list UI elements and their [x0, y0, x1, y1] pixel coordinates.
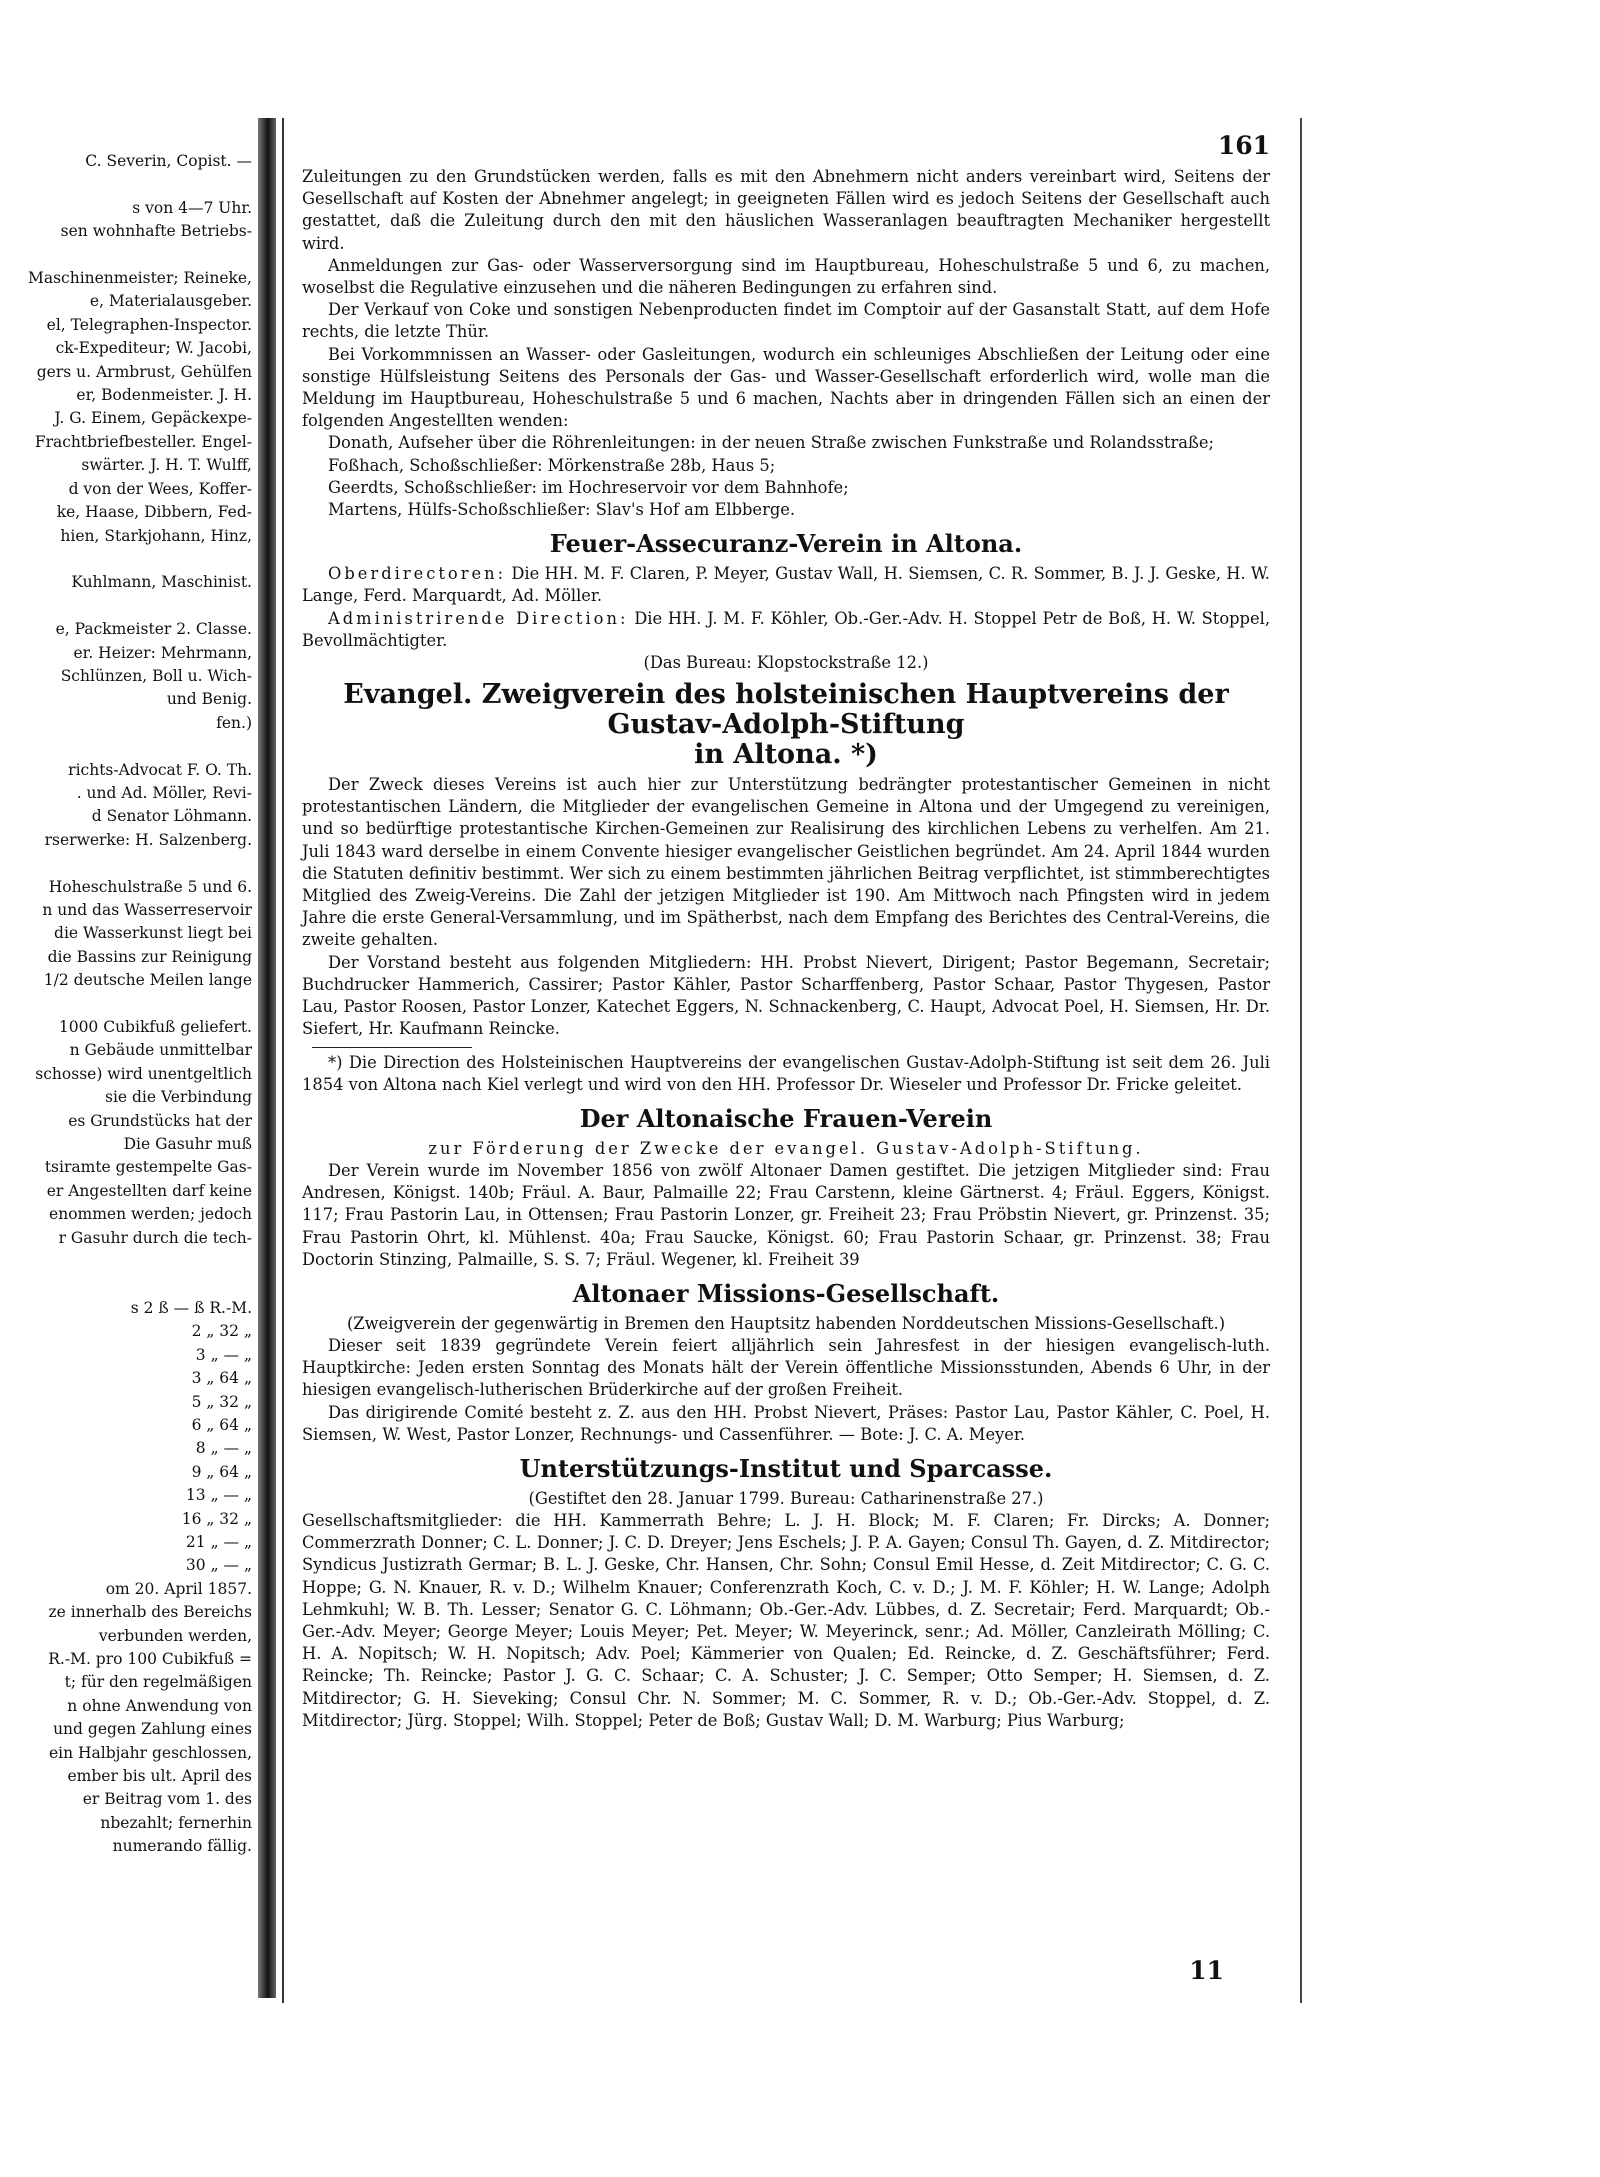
water-paragraph-4: Bei Vorkommnissen an Wasser- oder Gasleitungen, wodurch ein schleuniges Abschließen der Leitung oder eine sonstige Hülfsleistung Seitens des Personals der Gas- und Wasser-Gesellschaft erforderlich wird, wolle man die Meldung im Hauptbureau, Hoheschulstraße 5 und 6 machen, Nachts aber in dringenden Fällen sich an einen der folgenden Angestellten wenden:: [302, 344, 1270, 431]
staff-line: Martens, Hülfs-Schoßschließer: Slav's Hof am Elbberge.: [328, 500, 796, 520]
footnote-rule: [312, 1047, 472, 1048]
left-page-line: [0, 735, 252, 758]
left-page-line: 8 „ — „: [195, 1439, 252, 1458]
right-page-content: [302, 128, 1270, 1732]
left-page-line: e, Packmeister 2. Classe.: [55, 620, 252, 639]
left-page-line: und Benig.: [166, 690, 252, 709]
label-admin: Administrirende Direction:: [328, 608, 629, 628]
feuer-administration: [302, 608, 1270, 652]
left-page-line: er, Bodenmeister. J. H.: [76, 386, 252, 405]
mission-subtitle: (Zweigverein der gegenwärtig in Bremen den Hauptsitz habenden Norddeutschen Missions-Gesellschaft.): [346, 1313, 1226, 1333]
section-title-mission: Altonaer Missions-Gesellschaft.: [572, 1278, 1000, 1308]
left-page-line: n Gebäude unmittelbar: [69, 1041, 252, 1060]
gustav-title-line-1: Evangel. Zweigverein des holsteinischen Hauptvereins der Gustav-Adolph-Stiftung: [343, 679, 1229, 741]
left-page-line: 6 „ 64 „: [191, 1415, 252, 1434]
left-page-line: e, Materialausgeber.: [89, 292, 252, 311]
left-page-line: die Bassins zur Reinigung: [47, 947, 252, 966]
section-title-frauen: Der Altonaische Frauen-Verein: [579, 1103, 993, 1133]
left-page-line: es Grundstücks hat der: [68, 1111, 252, 1130]
left-page-line: ck-Expediteur; W. Jacobi,: [55, 339, 252, 358]
left-page-line: er. Heizer: Mehrmann,: [73, 643, 252, 662]
left-page-line: Kuhlmann, Maschinist.: [71, 573, 252, 592]
left-page-line: er Angestellten darf keine: [46, 1181, 252, 1200]
section-title-gustav: [302, 680, 1270, 770]
left-page-line: numerando fällig.: [112, 1837, 252, 1856]
left-page-line: [0, 173, 252, 196]
page-number: 161: [1217, 131, 1270, 160]
sparcasse-text: Gesellschaftsmitglieder: die HH. Kammerrath Behre; L. J. H. Block; M. F. Claren; Fr. Dircks; A. Donner; Commerzrath Donner; C. L. Donner; J. C. D. Dreyer; Jens Eschels; J. P. A. Gayen; Consul Th. Gayen, d. Z. Mitdirector; Syndicus Justizrath Germar; B. L. J. Geske, Chr. Hansen, Chr. Sohn; Consul Emil Hesse, d. Zeit Mitdirector; C. G. C. Hoppe; G. N. Knauer, R. v. D.; Wilhelm Knauer; Conferenzrath Koch, C. v. D.; J. M. F. Köhler; H. W. Lange; Adolph Lehmkuhl; W. B. Th. Lesser; Senator G. C. Löhmann; Ob.-Ger.-Adv. Lübbes, d. Z. Secretair; Ferd. Marquardt; Ob.-Ger.-Adv. Meyer; George Meyer; Louis Meyer; Pet. Meyer; W. Meyerinck, senr.; Ad. Möller, Canzleirath Mölling; C. H. A. Nopitsch; W. H. Nopitsch; Adv. Poel; Kämmerier von Qualen; Ed. Reincke, d. Z. Geschäftsführer; Ferd. Reincke; Th. Reincke; Pastor J. G. C. Schaar; C. A. Schuster; J. C. Semper; Otto Semper; H. Siemsen, d. Z. Mitdirector; G. H. Sieveking; Consul Chr. N. Sommer; M. C. Sommer, R. v. D.; Ob.-Ger.-Adv. Stoppel, d. Z. Mitdirector; Jürg. Stoppel; Wilh. Stoppel; Peter de Boß; Gustav Wall; D. M. Warburg; Pius Warburg;: [302, 1510, 1270, 1730]
feuer-oberdirectoren: [302, 563, 1270, 607]
signature-mark: 11: [1189, 1956, 1224, 1985]
left-page-line: 1000 Cubikfuß geliefert.: [58, 1018, 252, 1037]
feuer-bureau: (Das Bureau: Klopstockstraße 12.): [643, 653, 929, 673]
left-page-line: nbezahlt; fernerhin: [100, 1813, 252, 1832]
left-page-line: ke, Haase, Dibbern, Fed-: [56, 503, 252, 522]
left-page-line: und gegen Zahlung eines: [53, 1720, 252, 1739]
water-paragraph-1: Zuleitungen zu den Grundstücken werden, falls es mit den Abnehmern nicht anders vereinbart wird, Seitens der Gesellschaft auf Kosten der Abnehmer angelegt; in geeigneten Fällen wird es jedoch Seitens der Gesellschaft auch gestattet, daß die Zuleitung durch den mit den häuslichen Wasseranlagen beauftragten Mechaniker hergestellt wird.: [302, 167, 1270, 253]
gustav-title-line-2: in Altona. *): [694, 739, 878, 771]
staff-line: Foßhach, Schoßschließer: Mörkenstraße 28b, Haus 5;: [328, 455, 776, 475]
water-paragraph-2: Anmeldungen zur Gas- oder Wasserversorgung sind im Hauptbureau, Hoheschulstraße 5 und 6, zu machen, woselbst die Regulative einzusehen und die näheren Bedingungen zu erfahren sind.: [302, 255, 1270, 298]
left-page-line: schosse) wird unentgeltlich: [35, 1064, 252, 1083]
frauen-subtitle: zur Förderung der Zwecke der evangel. Gustav-Adolph-Stiftung.: [428, 1138, 1144, 1158]
frauen-text: Der Verein wurde im November 1856 von zwölf Altonaer Damen gestiftet. Die jetzigen Mitglieder sind: Frau Andresen, Königst. 140b; Fräul. A. Baur, Palmaille 22; Frau Carstenn, kleine Gärtnerst. 4; Fräul. Eggers, Königst. 117; Frau Pastorin Lau, in Ottensen; Frau Pastorin Lonzer, gr. Freiheit 23; Frau Pröbstin Nievert, gr. Prinzenst. 35; Frau Pastorin Ohrt, kl. Mühlenst. 40a; Frau Saucke, Königst. 60; Frau Pastorin Schaar, gr. Prinzenst. 38; Frau Doctorin Stinzing, Palmaille, S. S. 7; Fräul. Wegener, kl. Freiheit 39: [302, 1160, 1270, 1269]
left-page-line: el, Telegraphen-Inspector.: [46, 315, 252, 334]
left-page-line: richts-Advocat F. O. Th.: [68, 760, 252, 779]
left-page-line: Maschinenmeister; Reineke,: [27, 269, 252, 288]
left-page-line: . und Ad. Möller, Revi-: [76, 783, 252, 802]
left-page-line: fen.): [216, 713, 252, 732]
left-page-line: hien, Starkjohann, Hinz,: [60, 526, 252, 545]
left-page-line: n und das Wasserreservoir: [42, 901, 252, 919]
left-page-line: [0, 1250, 252, 1273]
left-page-line: ein Halbjahr geschlossen,: [48, 1743, 252, 1762]
gustav-paragraph-1: Der Zweck dieses Vereins ist auch hier zur Unterstützung bedrängter protestantischer Gemeinen in nicht protestantischen Ländern, die Mitglieder der evangelischen Gemeine in Altona und der Umgegend zu vereinigen, und so bedürftige protestantische Kirchen-Gemeinen zur Realisirung des kirchlichen Lebens zu verhelfen. Am 21. Juli 1843 ward derselbe in einem Convente hiesiger evangelischer Geistlichen begründet. Am 24. April 1844 wurden die Statuten definitiv bestimmt. Wer sich zu einem bestimmten jährlichen Beitrag verpflichtet, ist stimmberechtigtes Mitglied des Zweig-Vereins. Die Zahl der jetzigen Mitglieder ist 190. Am Mittwoch nach Pfingsten wird in jedem Jahre die erste General-Versammlung, und im Spätherbst, nach dem Empfang des Berichtes des Central-Vereins, die zweite gehalten.: [302, 775, 1270, 950]
left-page-line: rserwerke: H. Salzenberg.: [44, 830, 252, 849]
mission-paragraph-2: Das dirigirende Comité besteht z. Z. aus den HH. Probst Nievert, Präses: Pastor Lau, Pastor Kähler, C. Poel, H. Siemsen, W. West, Pastor Lonzer, Rechnungs- und Cassenführer. — Bote: J. C. A. Meyer.: [302, 1402, 1270, 1444]
left-page-line: [0, 595, 252, 618]
left-page-line: 3 „ 64 „: [191, 1369, 252, 1388]
left-page-line: tsiramte gestempelte Gas-: [44, 1158, 252, 1177]
left-page-line: t; für den regelmäßigen: [64, 1673, 252, 1692]
left-page-line: 13 „ — „: [185, 1486, 252, 1505]
sparcasse-subtitle: (Gestiftet den 28. Januar 1799. Bureau: Catharinenstraße 27.): [528, 1488, 1044, 1508]
water-paragraph-5: Donath, Aufseher über die Röhrenleitungen: in der neuen Straße zwischen Funkstraße und Rolandsstraße;: [328, 433, 1214, 453]
left-page-line: [0, 244, 252, 267]
left-page-line: 5 „ 32 „: [191, 1392, 252, 1411]
gustav-footnote: *) Die Direction des Holsteinischen Hauptvereins der evangelischen Gustav-Adolph-Stiftung ist seit dem 26. Juli 1854 von Altona nach Kiel verlegt und wird von den HH. Professor Dr. Wieseler und Professor Dr. Fricke geleitet.: [302, 1052, 1270, 1094]
left-page-line: Die Gasuhr muß: [123, 1135, 252, 1154]
section-title-feuer: Feuer-Assecuranz-Verein in Altona.: [549, 529, 1023, 559]
left-page-line: die Wasserkunst liegt bei: [54, 924, 252, 943]
left-page-line: sie die Verbindung: [104, 1088, 252, 1107]
left-page-line: 3 „ — „: [195, 1345, 252, 1364]
left-page-line: Hoheschulstraße 5 und 6.: [48, 877, 252, 896]
right-page: [282, 118, 1302, 2003]
left-page-line: er Beitrag vom 1. des: [82, 1790, 252, 1809]
left-page-line: [0, 852, 252, 875]
left-page-line: J. G. Einem, Gepäckexpe-: [54, 409, 252, 428]
left-page-line: 21 „ — „: [185, 1532, 252, 1551]
water-paragraph-3: Der Verkauf von Coke und sonstigen Nebenproducten findet im Comptoir auf der Gasanstalt Statt, auf dem Hofe rechts, die letzte Thür.: [302, 300, 1270, 342]
left-page-line: 30 „ — „: [185, 1556, 252, 1575]
left-page-fragment: [0, 150, 252, 1950]
left-page-line: r Gasuhr durch die tech-: [58, 1228, 252, 1247]
left-page-line: n ohne Anwendung von: [67, 1696, 252, 1715]
left-page-line: verbunden werden,: [98, 1626, 252, 1645]
book-spine: [258, 118, 276, 1998]
left-page-line: s von 4—7 Uhr.: [132, 198, 252, 217]
staff-line: Geerdts, Schoßschließer: im Hochreservoir vor dem Bahnhofe;: [328, 477, 849, 497]
left-page-line: C. Severin, Copist. —: [85, 152, 252, 170]
left-page-line: 2 „ 32 „: [191, 1322, 252, 1341]
label-oberdirectoren: Oberdirectoren:: [328, 564, 507, 584]
left-page-line: [0, 1274, 252, 1297]
left-page-line: d Senator Löhmann.: [91, 807, 252, 826]
left-page-line: ze innerhalb des Bereichs: [48, 1603, 252, 1622]
section-title-sparcasse: Unterstützungs-Institut und Sparcasse.: [519, 1453, 1053, 1483]
left-page-line: ember bis ult. April des: [67, 1767, 252, 1786]
left-page-line: sen wohnhafte Betriebs-: [60, 222, 252, 241]
left-page-line: swärter. J. H. T. Wulff,: [81, 456, 252, 475]
gustav-paragraph-2: Der Vorstand besteht aus folgenden Mitgliedern: HH. Probst Nievert, Dirigent; Pastor Begemann, Secretair; Buchdrucker Hammerich, Cassirer; Pastor Kähler, Pastor Scharffenberg, Pastor Schaar, Pastor Thygesen, Pastor Lau, Pastor Roosen, Pastor Lonzer, Katechet Eggers, N. Schnackenberg, C. Haupt, Advocat Poel, H. Siemsen, Hr. Dr. Siefert, Hr. Kaufmann Reincke.: [302, 952, 1270, 1039]
left-page-line: enommen werden; jedoch: [49, 1205, 252, 1224]
left-page-line: [0, 993, 252, 1016]
left-page-line: 9 „ 64 „: [191, 1462, 252, 1481]
left-page-line: R.-M. pro 100 Cubikfuß =: [48, 1650, 252, 1668]
mission-paragraph-1: Dieser seit 1839 gegründete Verein feiert alljährlich sein Jahresfest in der hiesigen evangelisch-luth. Hauptkirche: Jeden ersten Sonntag des Monats hält der Verein öffentliche Missionsstunden, Abends 6 Uhr, in der hiesigen evangelisch-lutherischen Brüderkirche auf der großen Freiheit.: [302, 1335, 1270, 1400]
left-page-line: om 20. April 1857.: [105, 1579, 252, 1598]
oberdirectoren-names: Die HH. M. F. Claren, P. Meyer, Gustav Wall, H. Siemsen, C. R. Sommer, B. J. J. Geske, H. W. Lange, Ferd. Marquardt, Ad. Möller.: [302, 564, 1270, 606]
admin-names: Die HH. J. M. F. Köhler, Ob.-Ger.-Adv. H. Stoppel Petr de Boß, H. W. Stoppel, Bevollmächtigter.: [302, 608, 1270, 650]
left-page-line: gers u. Armbrust, Gehülfen: [36, 362, 252, 381]
left-page-line: s 2 ß — ß R.-M.: [130, 1298, 252, 1317]
left-page-line: d von der Wees, Koffer-: [68, 479, 252, 498]
left-page-line: 16 „ 32 „: [181, 1509, 252, 1528]
left-page-line: 1/2 deutsche Meilen lange: [43, 971, 252, 990]
left-page-line: [0, 548, 252, 571]
left-page-line: Schlünzen, Boll u. Wich-: [60, 666, 252, 685]
left-page-line: Frachtbriefbesteller. Engel-: [34, 432, 252, 451]
